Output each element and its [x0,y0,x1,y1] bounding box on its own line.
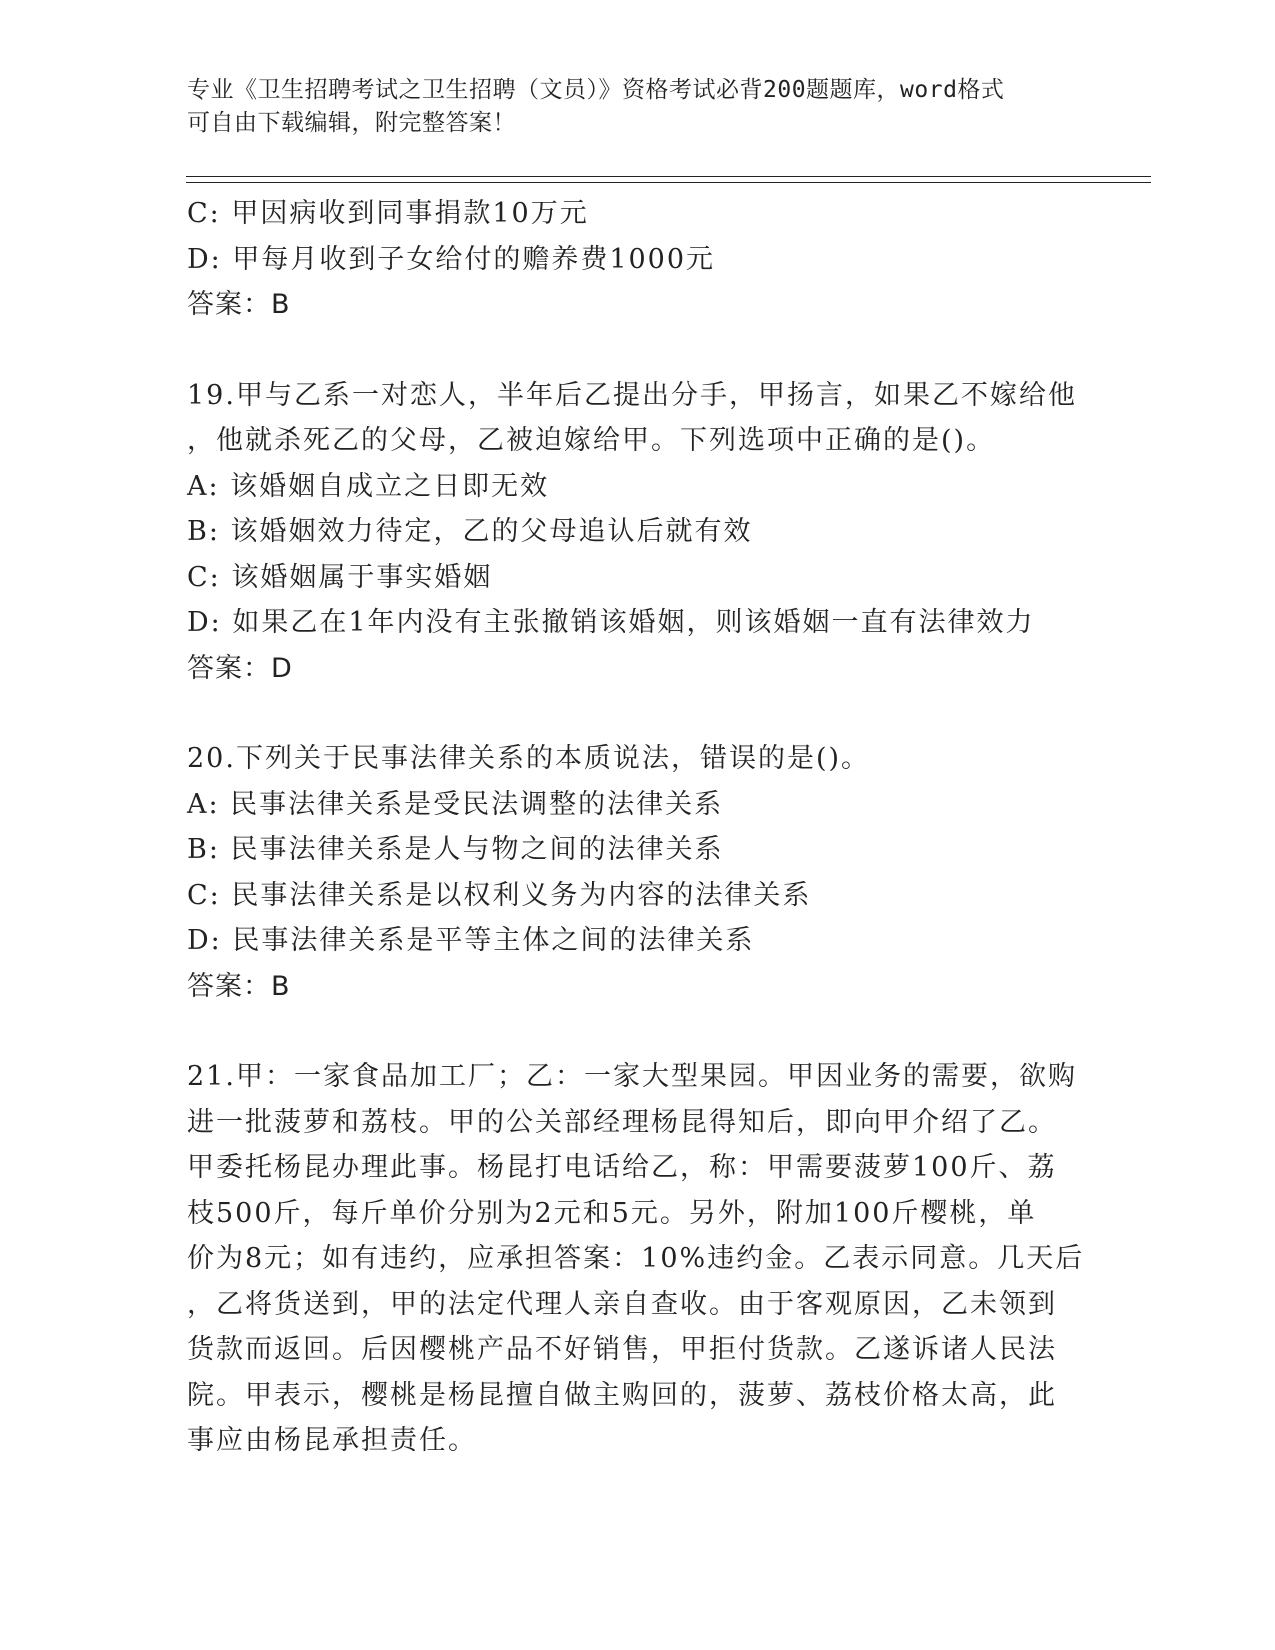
q21-line: 货款而返回。后因樱桃产品不好销售，甲拒付货款。乙遂诉诸人民法 [187,1334,1057,1365]
q21-line: 价为8元；如有违约，应承担答案：10%违约金。乙表示同意。几天后 [187,1243,1085,1274]
q20-option-d: D: 民事法律关系是平等主体之间的法律关系 [187,925,755,956]
header-line-1: 专业《卫生招聘考试之卫生招聘（文员）》资格考试必背200题题库，word格式 [187,77,1005,103]
header-divider [186,176,1151,183]
q21-line: 院。甲表示，樱桃是杨昆擅自做主购回的，菠萝、荔枝价格太高，此 [187,1379,1057,1411]
q19-answer: 答案：D [187,652,293,684]
question-18-tail [187,191,1087,328]
q20-option-a: A: 民事法律关系是受民法调整的法律关系 [187,788,724,820]
q21-line: 枝500斤，每斤单价分别为2元和5元。另外，附加100斤樱桃，单 [187,1197,1037,1229]
document-header [187,74,1087,140]
q20-stem: 20.下列关于民事法律关系的本质说法，错误的是()。 [187,743,871,774]
q18-option-c: C: 甲因病收到同事捐款10万元 [187,198,589,229]
q18-answer: 答案：B [187,289,291,320]
header-line-2: 可自由下载编辑，附完整答案！ [187,110,516,136]
q21-line: ，乙将货送到，甲的法定代理人亲自查收。由于客观原因，乙未领到 [187,1288,1057,1320]
question-20 [187,736,1087,1009]
q20-option-b: B: 民事法律关系是人与物之间的法律关系 [187,834,724,865]
q21-line: 事应由杨昆承担责任。 [187,1425,477,1456]
q21-line: 进一批菠萝和荔枝。甲的公关部经理杨昆得知后，即向甲介绍了乙。 [187,1106,1057,1138]
q19-stem-line-2: ，他就杀死乙的父母，乙被迫嫁给甲。下列选项中正确的是()。 [187,425,996,456]
q19-option-c: C: 该婚姻属于事实婚姻 [187,561,493,593]
q19-option-d: D: 如果乙在1年内没有主张撤销该婚姻，则该婚姻一直有法律效力 [187,607,1035,638]
q20-answer: 答案：B [187,970,291,1002]
q21-line: 甲委托杨昆办理此事。杨昆打电话给乙，称：甲需要菠萝100斤、荔 [187,1152,1057,1183]
q19-option-b: B: 该婚姻效力待定，乙的父母追认后就有效 [187,516,753,547]
q19-option-a: A: 该婚姻自成立之日即无效 [187,470,550,502]
q18-option-d: D: 甲每月收到子女给付的赡养费1000元 [187,243,716,275]
question-19 [187,373,1087,692]
document-body [187,191,1087,1464]
question-21 [187,1054,1085,1464]
q19-stem-line-1: 19.甲与乙系一对恋人，半年后乙提出分手，甲扬言，如果乙不嫁给他 [187,379,1077,411]
q20-option-c: C: 民事法律关系是以权利义务为内容的法律关系 [187,879,812,911]
q21-line: 21.甲：一家食品加工厂；乙：一家大型果园。甲因业务的需要，欲购 [187,1061,1077,1092]
